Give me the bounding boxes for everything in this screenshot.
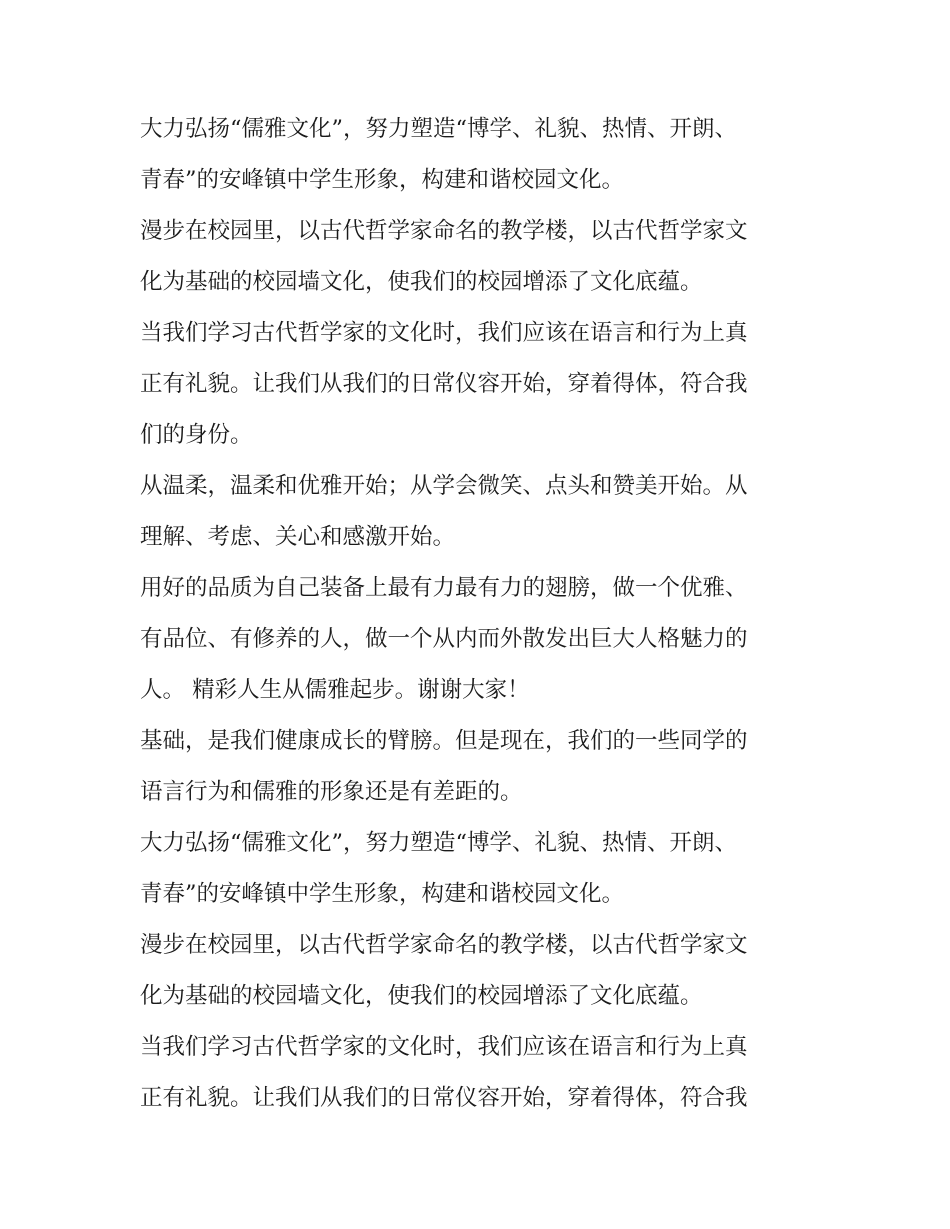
paragraph — [140, 716, 820, 818]
text-line: 语言行为和儒雅的形象还是有差距的。 — [140, 779, 523, 805]
text-line: 青春”的安峰镇中学生形象，构建和谐校园文化。 — [140, 167, 625, 193]
text-line: 当我们学习古代哲学家的文化时，我们应该在语言和行为上真 — [140, 1034, 748, 1060]
text-line: 们的身份。 — [140, 422, 253, 448]
text-line: 正有礼貌。让我们从我们的日常仪容开始，穿着得体，符合我 — [140, 1085, 748, 1111]
text-line: 理解、考虑、关心和感激开始。 — [140, 524, 456, 550]
text-line: 大力弘扬“儒雅文化”，努力塑造“博学、礼貌、热情、开朗、 — [140, 830, 738, 856]
document-body — [140, 104, 820, 1124]
text-line: 从温柔，温柔和优雅开始；从学会微笑、点头和赞美开始。从 — [140, 473, 748, 499]
text-line: 当我们学习古代哲学家的文化时，我们应该在语言和行为上真 — [140, 320, 748, 346]
paragraph — [140, 308, 820, 461]
text-line: 基础，是我们健康成长的臂膀。但是现在，我们的一些同学的 — [140, 728, 748, 754]
text-line: 大力弘扬“儒雅文化”，努力塑造“博学、礼貌、热情、开朗、 — [140, 116, 738, 142]
paragraph — [140, 206, 820, 308]
text-line: 漫步在校园里，以古代哲学家命名的教学楼，以古代哲学家文 — [140, 218, 748, 244]
paragraph — [140, 818, 820, 920]
paragraph — [140, 461, 820, 563]
paragraph — [140, 920, 820, 1022]
text-line: 人。 精彩人生从儒雅起步。谢谢大家！ — [140, 677, 530, 703]
text-line: 有品位、有修养的人，做一个从内而外散发出巨大人格魅力的 — [140, 626, 748, 652]
text-line: 漫步在校园里，以古代哲学家命名的教学楼，以古代哲学家文 — [140, 932, 748, 958]
text-line: 化为基础的校园墙文化，使我们的校园增添了文化底蕴。 — [140, 983, 703, 1009]
text-line: 青春”的安峰镇中学生形象，构建和谐校园文化。 — [140, 881, 625, 907]
paragraph — [140, 104, 820, 206]
text-line: 正有礼貌。让我们从我们的日常仪容开始，穿着得体，符合我 — [140, 371, 748, 397]
text-line: 用好的品质为自己装备上最有力最有力的翅膀，做一个优雅、 — [140, 575, 748, 601]
paragraph — [140, 563, 820, 716]
paragraph — [140, 1022, 820, 1124]
text-line: 化为基础的校园墙文化，使我们的校园增添了文化底蕴。 — [140, 269, 703, 295]
